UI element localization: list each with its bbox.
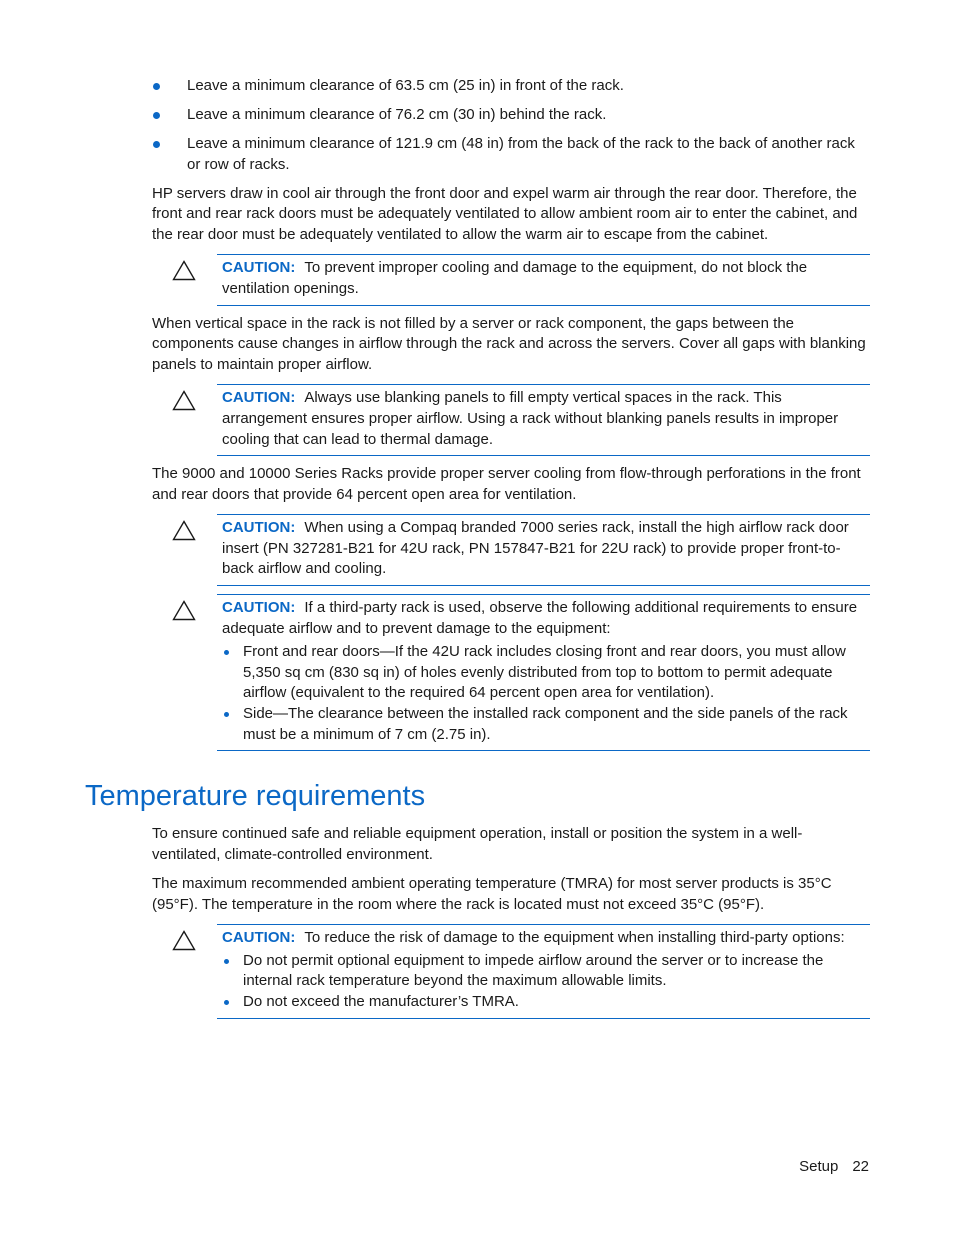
caution-sublist — [222, 642, 870, 746]
caution-label: CAUTION: — [222, 389, 296, 407]
clearance-list — [152, 76, 870, 175]
paragraph: The maximum recommended ambient operating temperature (TMRA) for most server products is 35°C (95°F). The temperature in the room where the rack is located must not exceed 35°C (95°F). — [152, 874, 832, 913]
caution-text: Always use blanking panels to fill empty vertical spaces in the rack. This arrangement ensures proper airflow. Using a rack without blanking panels results in improper cooling that can lead to thermal damage. — [222, 389, 839, 448]
caution-label: CAUTION: — [222, 519, 296, 537]
caution-text: To reduce the risk of damage to the equipment when installing third-party options: — [304, 928, 845, 946]
caution-triangle-icon — [172, 260, 196, 281]
caution-triangle-icon — [172, 520, 196, 541]
bullet-icon — [224, 959, 229, 964]
list-item: Do not exceed the manufacturer’s TMRA. — [222, 992, 870, 1013]
caution-triangle-icon — [172, 600, 196, 621]
main-content — [152, 76, 870, 759]
caution-text: When using a Compaq branded 7000 series rack, install the high airflow rack door insert (PN 327281-B21 for 42U rack, PN 157847-B21 for 22U rack) to provide proper front-to-back airflow and cooling. — [222, 519, 849, 578]
list-item: Side—The clearance between the installed rack component and the side panels of the rack must be a minimum of 7 cm (2.75 in). — [222, 704, 870, 745]
bullet-icon — [153, 83, 160, 90]
section-title: Temperature requirements — [85, 780, 426, 812]
caution-label: CAUTION: — [222, 928, 296, 946]
list-item: Leave a minimum clearance of 63.5 cm (25 in) in front of the rack. — [152, 76, 870, 97]
caution-triangle-icon — [172, 390, 196, 411]
temperature-content — [152, 824, 870, 1027]
paragraph: To ensure continued safe and reliable equipment operation, install or position the system in a well-ventilated, climate-controlled environment. — [152, 825, 803, 863]
bullet-icon — [224, 712, 229, 717]
caution-block — [152, 594, 870, 751]
caution-triangle-icon — [172, 930, 196, 951]
caution-block — [152, 254, 870, 305]
bullet-icon — [224, 650, 229, 655]
bullet-icon — [224, 1000, 229, 1005]
page-footer — [799, 1157, 869, 1177]
list-item: Front and rear doors—If the 42U rack includes closing front and rear doors, you must allow 5,350 sq cm (830 sq in) of holes evenly distributed from top to bottom to permit adequate airflow (equivalent to the required 64 percent open area for ventilation). — [222, 642, 870, 704]
bullet-icon — [153, 112, 160, 119]
caution-block — [152, 514, 870, 586]
caution-box — [217, 384, 870, 456]
caution-text: If a third-party rack is used, observe the following additional requirements to ensure adequate airflow and to prevent damage to the equipment: — [222, 599, 858, 637]
caution-box — [217, 254, 870, 305]
footer-section: Setup — [799, 1158, 839, 1175]
caution-box — [217, 594, 870, 751]
caution-label: CAUTION: — [222, 259, 296, 277]
paragraph: When vertical space in the rack is not filled by a server or rack component, the gaps between the components cause changes in airflow through the rack and across the servers. Cover all gaps with blanking panels to maintain proper airflow. — [152, 314, 866, 374]
list-item: Leave a minimum clearance of 76.2 cm (30 in) behind the rack. — [152, 105, 870, 126]
caution-text: To prevent improper cooling and damage to the equipment, do not block the ventilation openings. — [222, 259, 808, 297]
bullet-icon — [153, 141, 160, 148]
caution-block — [152, 924, 870, 1019]
list-item: Do not permit optional equipment to impede airflow around the server or to increase the internal rack temperature beyond the maximum allowable limits. — [222, 951, 870, 992]
caution-sublist — [222, 951, 870, 1013]
paragraph: The 9000 and 10000 Series Racks provide proper server cooling from flow-through perforations in the front and rear doors that provide 64 percent open area for ventilation. — [152, 465, 861, 503]
page-number: 22 — [852, 1158, 869, 1175]
list-item: Leave a minimum clearance of 121.9 cm (48 in) from the back of the rack to the back of another rack or row of racks. — [152, 134, 870, 175]
caution-label: CAUTION: — [222, 599, 296, 617]
caution-box — [217, 924, 870, 1019]
caution-box — [217, 514, 870, 586]
caution-block — [152, 384, 870, 456]
paragraph: HP servers draw in cool air through the front door and expel warm air through the rear door. Therefore, the front and rear rack doors must be adequately ventilated to allow ambient room air to enter the cabinet, and the rear door must be adequately ventilated to allow the warm air to escape from the cabinet. — [152, 184, 858, 244]
